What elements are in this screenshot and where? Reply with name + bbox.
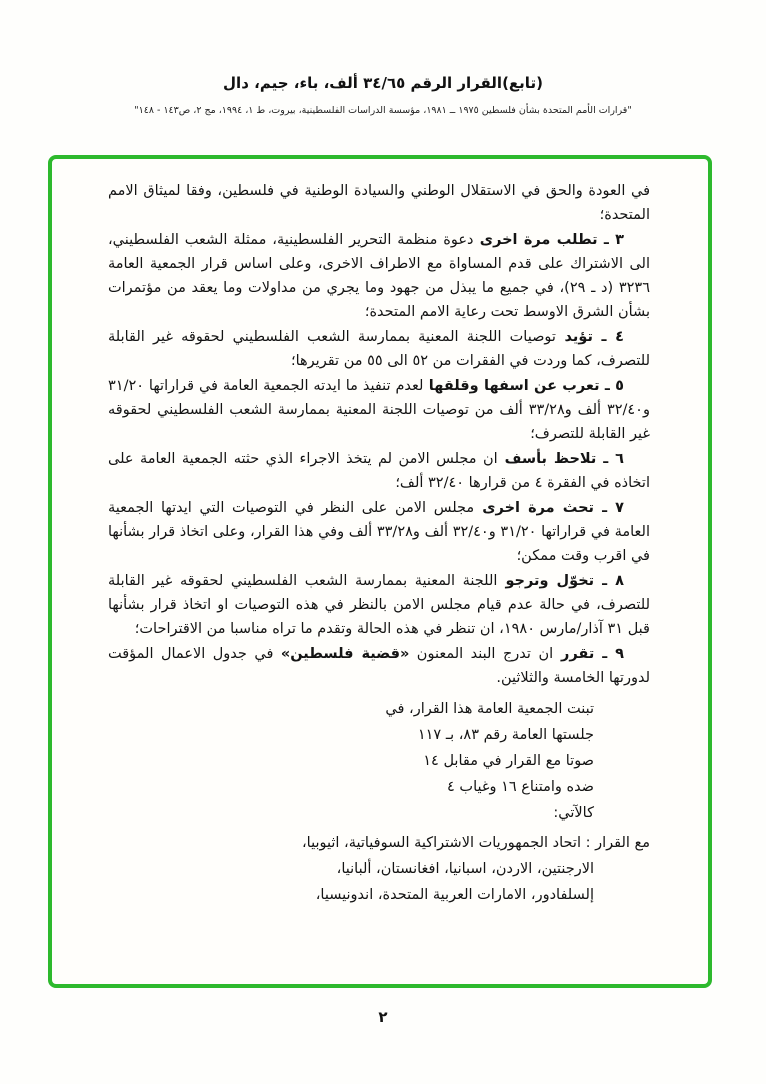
clause-lead: ٧ ـ تحث مرة اخرى [474,500,624,516]
clause-lead: ٣ ـ تطلب مرة اخرى [473,232,624,248]
document-header [0,74,766,116]
document-body [108,179,650,690]
vote-line: الارجنتين، الاردن، اسبانيا، افغانستان، ألبانيا، [336,861,594,877]
clause-lead: ٥ ـ تعرب عن اسفها وقلقها [423,378,624,394]
resolution-clause [108,228,650,324]
paragraph [108,179,650,227]
adoption-statement [108,696,650,826]
clause-text: دعوة منظمة التحرير الفلسطينية، ممثلة الشعب الفلسطيني، الى الاشتراك على قدم المساواة مع الاطراف الاخرى، وعلى اساس قرار الجمعية العامة ٣٢٣٦ (د ـ ٢٩)، في جميع ما يبذل من جهود وما يجري من مداولات وما يعقد من مؤتمرات بشأن الشرق الاوسط تحت رعاية الامم المتحدة؛ [108,232,650,320]
adoption-line: جلستها العامة رقم ٨٣، بـ ١١٧ [417,727,594,743]
clause-text: اللجنة المعنية بممارسة الشعب الفلسطيني لحقوقه غير القابلة للتصرف، في حالة عدم قيام مجلس الامن بالنظر في هذه التوصيات او اتخاذ قرار بشأنها قبل ٣١ آذار/مارس ١٩٨٠، ان تنظر في هذه الحالة وتقدم ما تراه مناسبا من الاقتراحات؛ [108,573,650,637]
clause-lead: ٩ ـ تقرر [553,646,624,662]
page-number: ٢ [378,1008,388,1026]
resolution-clause [108,374,650,446]
clause-lead: ٤ ـ تؤيد [555,329,624,345]
document-title: (تابع)القرار الرقم ٣٤/٦٥ ألف، باء، جيم، دال [223,74,543,92]
adoption-line: صوتا مع القرار في مقابل ١٤ [423,753,594,769]
adoption-line: ضده وامتناع ١٦ وغياب ٤ [447,779,594,795]
resolution-clause [108,569,650,641]
clause-lead: «قضية فلسطين» [280,646,410,662]
vote-line: مع القرار : اتحاد الجمهوريات الاشتراكية السوفياتية، اثيوبيا، [301,835,650,851]
clause-text: ان مجلس الامن لم يتخذ الاجراء الذي حثته الجمعية العامة على اتخاذه في الفقرة ٤ من قرارها ٣٢/٤٠ ألف؛ [108,451,650,491]
adoption-line: تبنت الجمعية العامة هذا القرار، في [385,701,594,717]
clause-lead: ٨ ـ تخوّل وترجو [497,573,624,589]
clause-text: في جدول الاعمال المؤقت لدورتها الخامسة والثلاثين. [108,646,650,686]
document-source-citation: "قرارات الأمم المتحدة بشأن فلسطين ١٩٧٥ ــ ١٩٨١، مؤسسة الدراسات الفلسطينية، بيروت، ط ١، ١٩٩٤، مج ٢، ص١٤٣ - ١٤٨" [134,105,632,116]
resolution-clause [108,496,650,568]
clause-text: ان تدرج البند المعنون [409,646,554,662]
clause-text: توصيات اللجنة المعنية بممارسة الشعب الفلسطيني لحقوقه غير القابلة للتصرف، كما وردت في الفقرات من ٥٢ الى ٥٥ من تقريرها؛ [108,329,650,369]
content-frame [48,155,712,988]
resolution-clause [108,447,650,495]
adoption-line: كالآتي: [553,805,594,821]
vote-line: إلسلفادور، الامارات العربية المتحدة، اندونيسيا، [315,887,594,903]
resolution-clause [108,642,650,690]
clause-text: في العودة والحق في الاستقلال الوطني والسيادة الوطنية في فلسطين، وفقا لميثاق الامم المتحدة؛ [108,183,650,223]
vote-results [108,830,650,908]
resolution-clause [108,325,650,373]
clause-text: مجلس الامن على النظر في التوصيات التي ايدتها الجمعية العامة في قراراتها ٣١/٢٠ و٣٢/٤٠ ألف و٣٣/٢٨ ألف وفي هذا القرار، وعلى اتخاذ قرار بشأنها في اقرب وقت ممكن؛ [108,500,650,564]
clause-lead: ٦ ـ تلاحظ بأسف [497,451,624,467]
clause-text: لعدم تنفيذ ما ايدته الجمعية العامة في قراراتها ٣١/٢٠ و٣٢/٤٠ ألف و٣٣/٢٨ ألف من توصيات اللجنة المعنية بممارسة الشعب الفلسطيني لحقوقه غير القابلة للتصرف؛ [108,378,650,442]
